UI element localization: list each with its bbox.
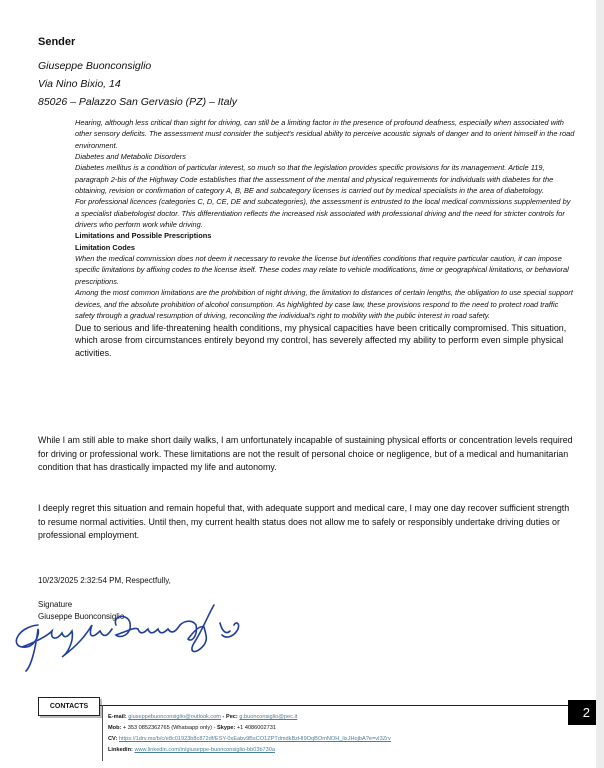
- sender-name: Giuseppe Buonconsiglio: [38, 60, 152, 72]
- quoted-paragraph: For professional licences (categories C, D, CE, DE and subcategories), the assessment is entrusted to the local medical commissions supplemented by a specialist diabetologist doctor. This differentiation reflects the increased risk associated with professional driving and the need for stricter controls for drivers who perform work while driving.: [75, 197, 571, 230]
- cv-link[interactable]: https://1drv.ms/b/c/e8c01923b8c872df/ESY-0xEabv9BsCO1ZPTdmdkBzHI9OqBOmNOH_lixJHojbA?e=vI3Zrv: [118, 736, 391, 742]
- signature-name: Giuseppe Buonconsiglio: [38, 612, 125, 621]
- quoted-heading: Limitation Codes: [75, 242, 135, 252]
- sender-street: Via Nino Bixio, 14: [38, 78, 121, 90]
- contact-email-line: [108, 714, 297, 720]
- contact-cv-line: [108, 736, 391, 742]
- email-label: E-mail:: [108, 714, 127, 720]
- signature-label: Signature: [38, 600, 73, 609]
- body-paragraph: I deeply regret this situation and remain hopeful that, with adequate support and medical care, I may one day recover sufficient strength to resume normal activities. Until then, my current health status does not allow me to safely or responsibly undertake driving duties or professional employment.: [38, 503, 570, 540]
- footer-divider: [100, 705, 568, 706]
- handwritten-signature: [8, 595, 248, 675]
- footer-vertical-divider: [102, 705, 103, 761]
- body-paragraph: While I am still able to make short daily walks, I am unfortunately incapable of sustaining physical efforts or concentration levels required for driving or professional work. These limitations are not the result of personal choice or negligence, but of a medical and humanitarian condition that has drastically impacted my life and autonomy.: [38, 435, 573, 472]
- email-link[interactable]: giuseppebuonconsiglio@outlook.com: [128, 714, 221, 720]
- quoted-paragraph: Hearing, although less critical than sight for driving, can still be a limiting factor in the presence of profound deafness, especially when associated with other sensory deficits. The assessment must consider the subject's residual ability to perceive acoustic signals of danger and to orient himself in the road environment.: [75, 118, 575, 150]
- contact-linkedin-line: [108, 747, 275, 753]
- contact-phone-line: [108, 725, 276, 731]
- pec-link[interactable]: g.buonconsiglio@pec.it: [239, 714, 298, 720]
- cv-label: CV:: [108, 736, 118, 742]
- sender-city: 85026 – Palazzo San Gervasio (PZ) – Italy: [38, 96, 238, 108]
- contacts-label: CONTACTS: [38, 697, 100, 716]
- closing-date: 10/23/2025 2:32:54 PM, Respectfully,: [38, 576, 171, 585]
- quoted-paragraph: Diabetes mellitus is a condition of particular interest, so much so that the legislation provides specific provisions for its management. Article 119, paragraph 2-bis of the Highway Code establishes that the assessment of the mental and physical requirements for individuals with diabetes for the obtaining, revision or confirmation of category A, B, BE and subcategory licenses is carried out by medical specialists in the area of diabetology.: [75, 163, 554, 196]
- pec-label: - Pec:: [222, 714, 238, 720]
- scrollbar[interactable]: [596, 0, 604, 768]
- quoted-heading: Limitations and Possible Prescriptions: [75, 231, 212, 241]
- mob-value: + 353 0852362765 (Whatsapp only) -: [122, 725, 216, 731]
- quoted-paragraph: Among the most common limitations are the prohibition of night driving, the limitation to distances of certain lengths, the obligation to use special support devices, and the absolute prohibition of alcohol consumption. As highlighted by case law, these provisions respond to the need to protect road traffic safety through a gradual resumption of driving, reconciling the individual's right to mobility with the public interest in road safety.: [75, 288, 573, 320]
- body-paragraph: Due to serious and life-threatening health conditions, my physical capacities have been critically compromised. This situation, which arose from circumstances entirely beyond my control, has severely affected my ability to perform even simple physical activities.: [75, 323, 567, 358]
- linkedin-label: Linkedin:: [108, 747, 133, 753]
- skype-value: +1 4086002731: [236, 725, 276, 731]
- mob-label: Mob:: [108, 725, 122, 731]
- sender-heading: Sender: [38, 36, 76, 48]
- skype-label: Skype:: [217, 725, 236, 731]
- linkedin-link[interactable]: www.linkedin.com/in/giuseppe-buonconsiglio-bb03b730a: [134, 747, 275, 753]
- page-number: 2: [568, 700, 596, 725]
- quoted-paragraph: When the medical commission does not deem it necessary to revoke the license but identifies conditions that require particular caution, it can impose specific limitations by affixing codes to the license itself. These codes may relate to vehicle modifications, time or geographical limitations, or behavioral prescriptions.: [75, 254, 569, 286]
- quoted-text-block: [75, 117, 575, 359]
- quoted-heading: Diabetes and Metabolic Disorders: [75, 152, 186, 162]
